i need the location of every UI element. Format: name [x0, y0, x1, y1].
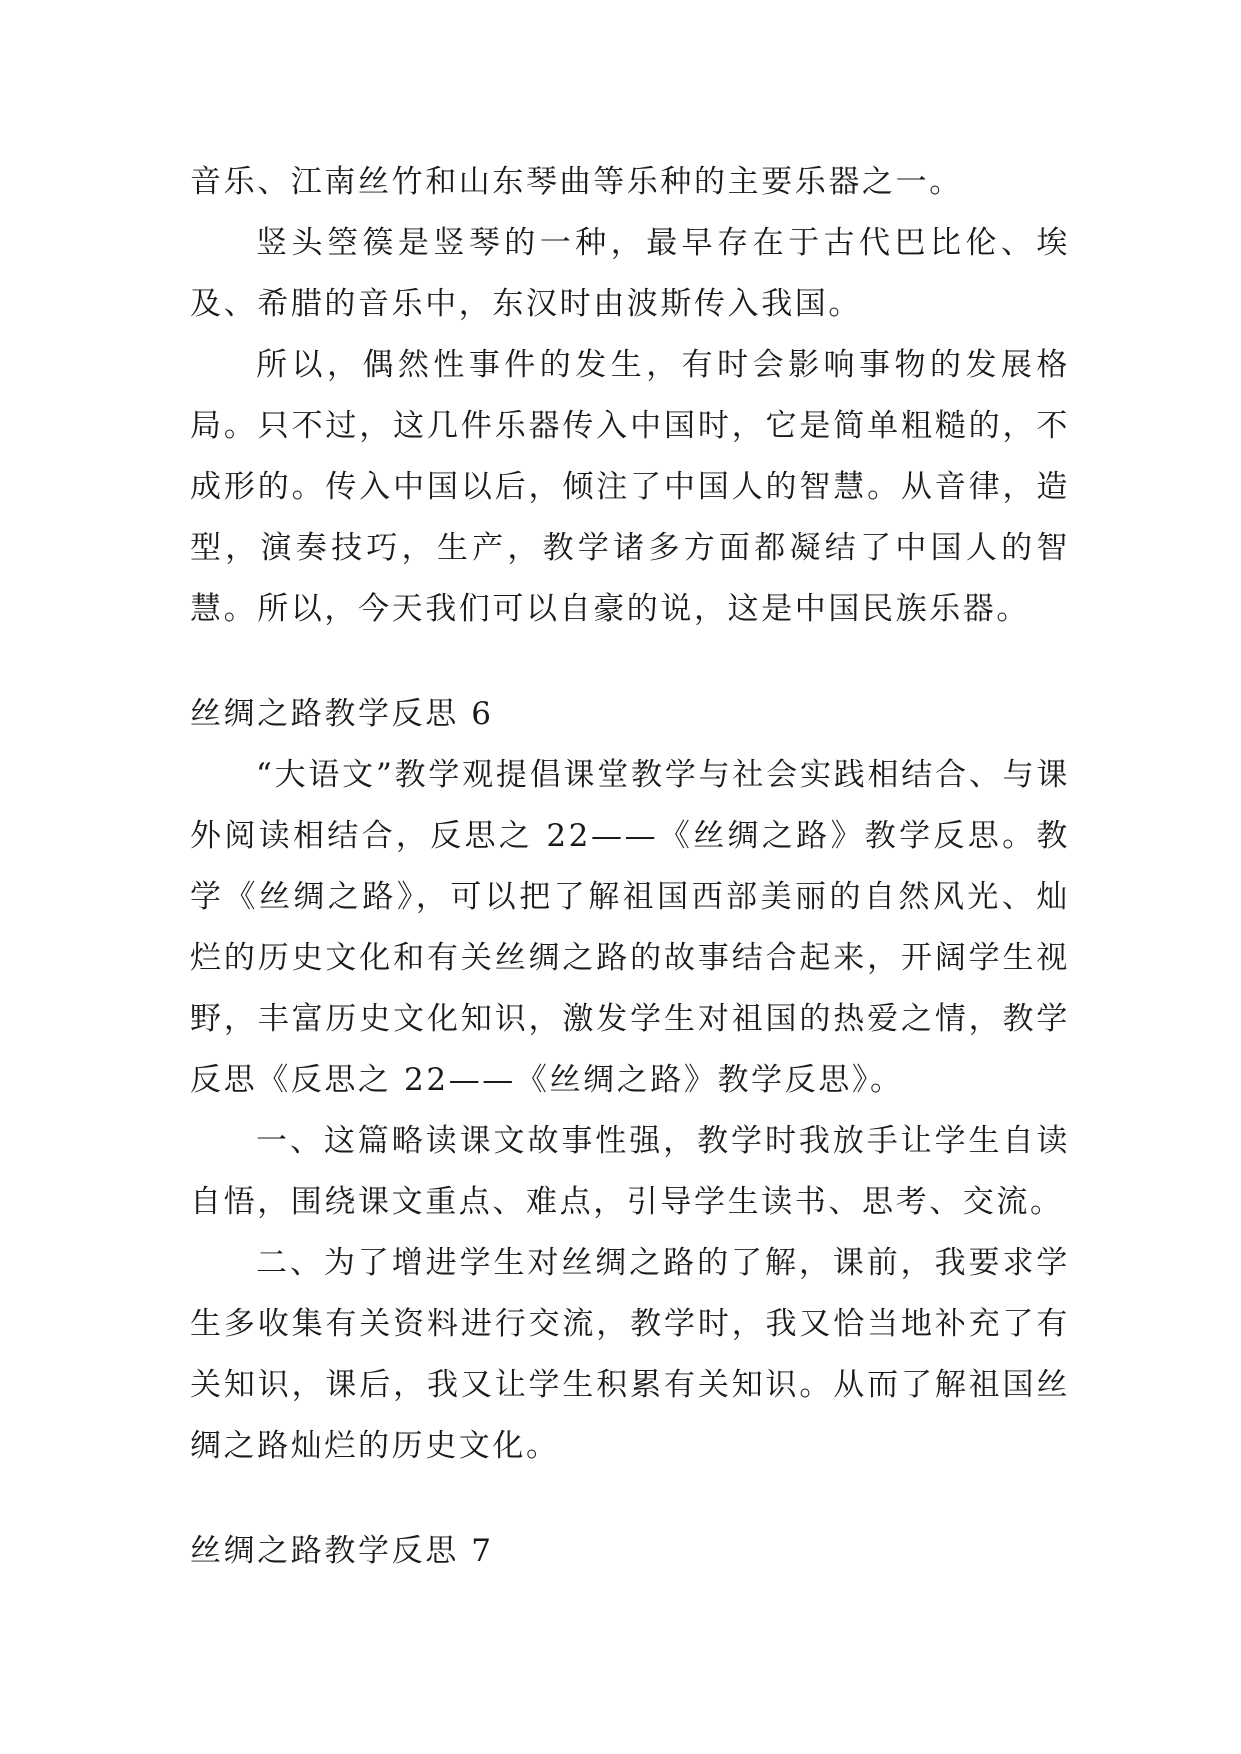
paragraph-chinese-wisdom: 所以，偶然性事件的发生，有时会影响事物的发展格局。只不过，这几件乐器传入中国时，它是简单粗糙的，不成形的。传入中国以后，倾注了中国人的智慧。从音律，造型，演奏技巧，生产，教学诸多方面都凝结了中国人的智慧。所以，今天我们可以自豪的说，这是中国民族乐器。	[190, 347, 1070, 627]
section-heading-6: 丝绸之路教学反思 6	[190, 696, 494, 732]
document-body	[190, 152, 1070, 1582]
section-spacer	[190, 640, 1070, 684]
paragraph-section6-intro: “大语文”教学观提倡课堂教学与社会实践相结合、与课外阅读相结合，反思之 22——《丝绸之路》教学反思。教学《丝绸之路》，可以把了解祖国西部美丽的自然风光、灿烂的历史文化和有关丝绸之路的故事结合起来，开阔学生视野，丰富历史文化知识，激发学生对祖国的热爱之情，教学反思《反思之 22——《丝绸之路》教学反思》。	[190, 757, 1070, 1098]
paragraph-section6-point-2: 二、为了增进学生对丝绸之路的了解，课前，我要求学生多收集有关资料进行交流，教学时，我又恰当地补充了有关知识，课后，我又让学生积累有关知识。从而了解祖国丝绸之路灿烂的历史文化。	[190, 1245, 1070, 1464]
section-heading-7: 丝绸之路教学反思 7	[190, 1533, 494, 1569]
section-spacer	[190, 1477, 1070, 1521]
paragraph-konghou: 竖头箜篌是竖琴的一种，最早存在于古代巴比伦、埃及、希腊的音乐中，东汉时由波斯传入我国。	[190, 225, 1070, 322]
paragraph-instruments-end: 音乐、江南丝竹和山东琴曲等乐种的主要乐器之一。	[190, 164, 963, 200]
paragraph-section6-point-1: 一、这篇略读课文故事性强，教学时我放手让学生自读自悟，围绕课文重点、难点，引导学生读书、思考、交流。	[190, 1123, 1070, 1220]
